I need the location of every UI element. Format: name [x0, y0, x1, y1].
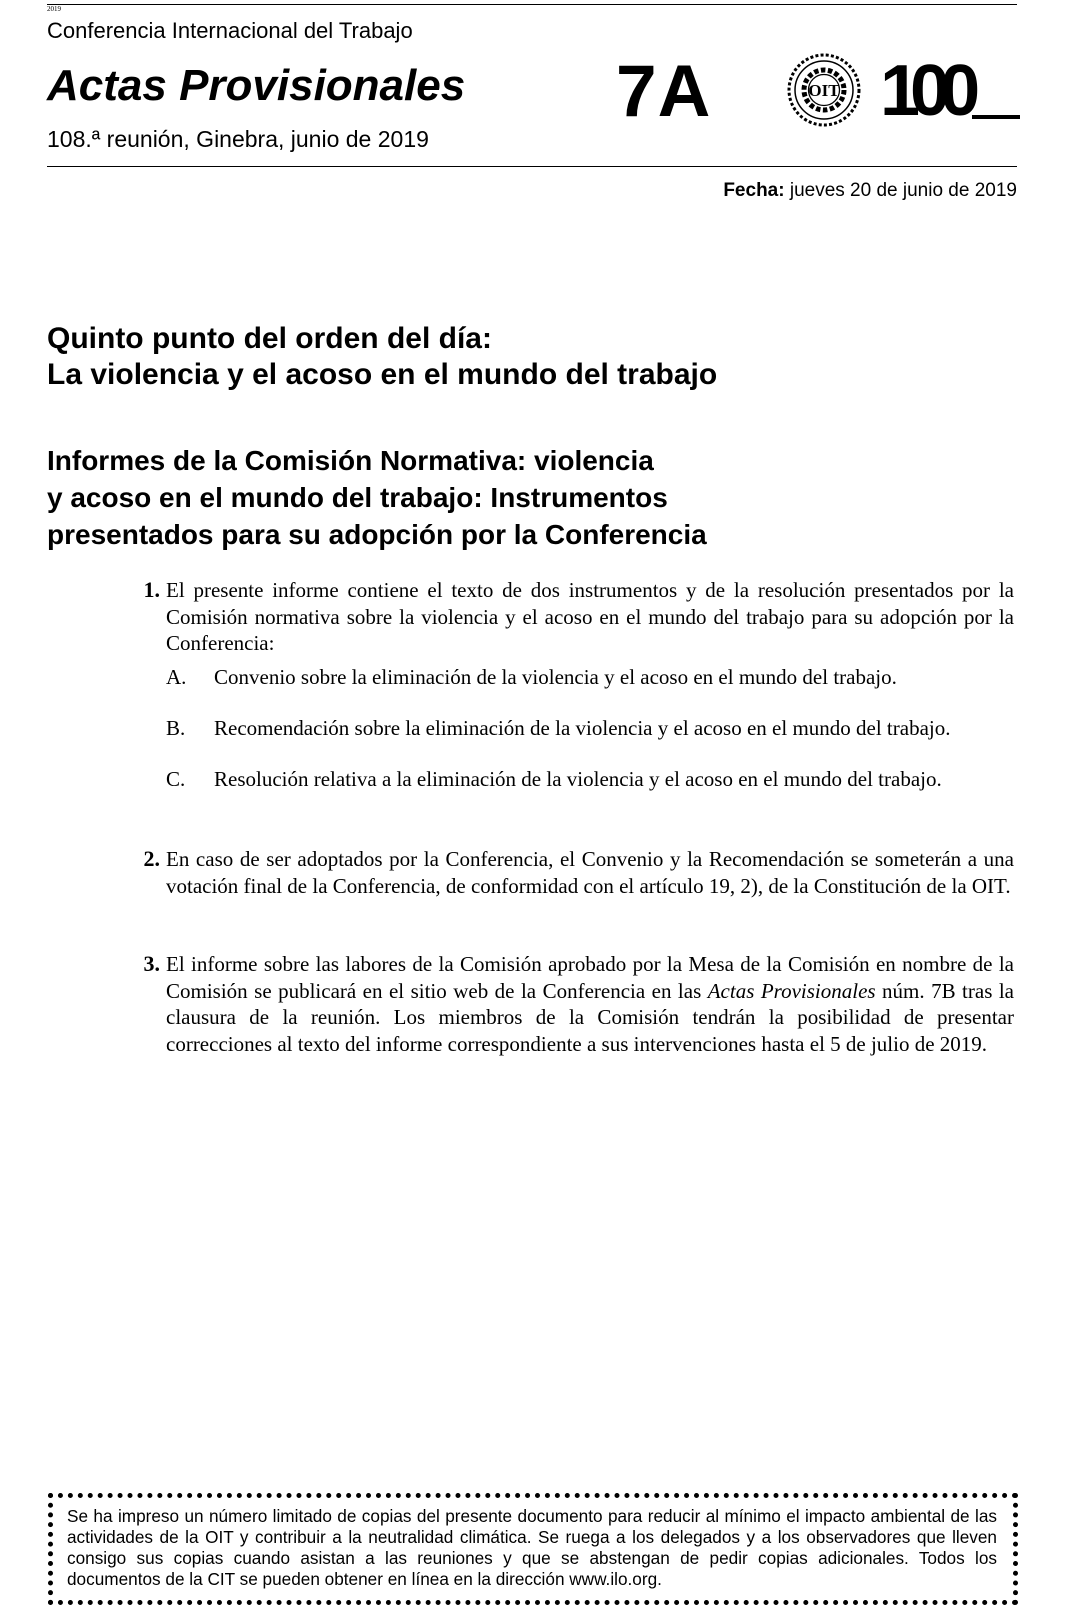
paragraph-number: 1.: [143, 577, 160, 602]
instrument-item-c: [166, 766, 1014, 792]
agenda-line-1: Quinto punto del orden del día:: [47, 322, 492, 355]
paragraph-text-part-1: El informe sobre las labores de la Comisión aprobado por la Mesa de la Comisión en nombre de la Comisión se publicará en el sitio web de la Conferencia en las: [166, 952, 1014, 1003]
agenda-line-2: La violencia y el acoso en el mundo del trabajo: [47, 358, 718, 391]
instrument-item-b: [166, 715, 1014, 741]
paragraph-2: [143, 846, 1014, 899]
agenda-heading: [47, 321, 947, 393]
header-rule: [47, 166, 1017, 167]
report-title-line-2: y acoso en el mundo del trabajo: Instrumentos: [47, 482, 668, 513]
date-line: [723, 179, 1017, 203]
environmental-notice-text: Se ha impreso un número limitado de copias del presente documento para reducir al mínimo el impacto ambiental de las actividades de la OIT y contribuir a la neutralidad climática. Se ruega a los delegados y a los observadores que lleven consigo sus copias cuando asistan a las reuniones y que se abstengan de pedir copias adicionales. Todos los documentos de la CIT se pueden obtener en línea en la dirección www.ilo.org.: [67, 1506, 997, 1589]
report-title-line-1: Informes de la Comisión Normativa: violencia: [47, 445, 654, 476]
paragraph-text-part-2: núm. 7B tras la clausura de la reunión. Los miembros de la Comisión tendrán la posibilidad de presentar correcciones al texto del informe correspondiente a sus intervenciones hasta el 5 de julio de 2019.: [166, 978, 1014, 1056]
conference-name: Conferencia Internacional del Trabajo: [47, 18, 413, 43]
list-text: Resolución relativa a la eliminación de la violencia y el acoso en el mundo del trabajo.: [214, 767, 942, 791]
paragraph-number: 2.: [143, 846, 160, 871]
centenary-100-text: 100: [880, 55, 971, 125]
publication-reference: Actas Provisionales: [707, 978, 876, 1003]
paragraph-1: [143, 577, 1014, 657]
report-title-line-3: presentados para su adopción por la Conferencia: [47, 519, 707, 550]
paragraph-3: [143, 951, 1014, 1057]
instrument-item-a: [166, 664, 1014, 690]
header-year-mark: 2019: [47, 5, 61, 13]
session-info: 108.ª reunión, Ginebra, junio de 2019: [47, 126, 429, 152]
publication-title: Actas Provisionales: [47, 61, 466, 110]
list-text: Convenio sobre la eliminación de la violencia y el acoso en el mundo del trabajo.: [214, 665, 897, 689]
ilo-emblem-logo: [785, 51, 863, 129]
list-text: Recomendación sobre la eliminación de la violencia y el acoso en el mundo del trabajo.: [214, 716, 951, 740]
paragraph-number: 3.: [143, 951, 160, 976]
paragraph-text: [166, 951, 1014, 1057]
paragraph-text: En caso de ser adoptados por la Conferencia, el Convenio y la Recomendación se someterán a una votación final de la Conferencia, de conformidad con el artículo 19, 2), de la Constitución de la OIT.: [166, 847, 1014, 898]
top-rule: [47, 4, 1017, 5]
environmental-notice-box: [48, 1493, 1018, 1605]
ilo-emblem-letters: OIT: [808, 81, 840, 100]
paragraph-text: El presente informe contiene el texto de dos instrumentos y de la resolución presentados por la Comisión normativa sobre la violencia y el acoso en el mundo del trabajo para su adopción por la Conferencia:: [166, 578, 1014, 655]
centenary-100-logo: [880, 55, 1020, 125]
report-title: [47, 442, 867, 553]
list-letter: C.: [166, 767, 186, 791]
date-value: jueves 20 de junio de 2019: [784, 180, 1017, 201]
list-letter: B.: [166, 716, 186, 740]
list-letter: A.: [166, 665, 187, 689]
date-label: Fecha:: [723, 180, 785, 201]
document-number: 7A: [616, 51, 712, 132]
